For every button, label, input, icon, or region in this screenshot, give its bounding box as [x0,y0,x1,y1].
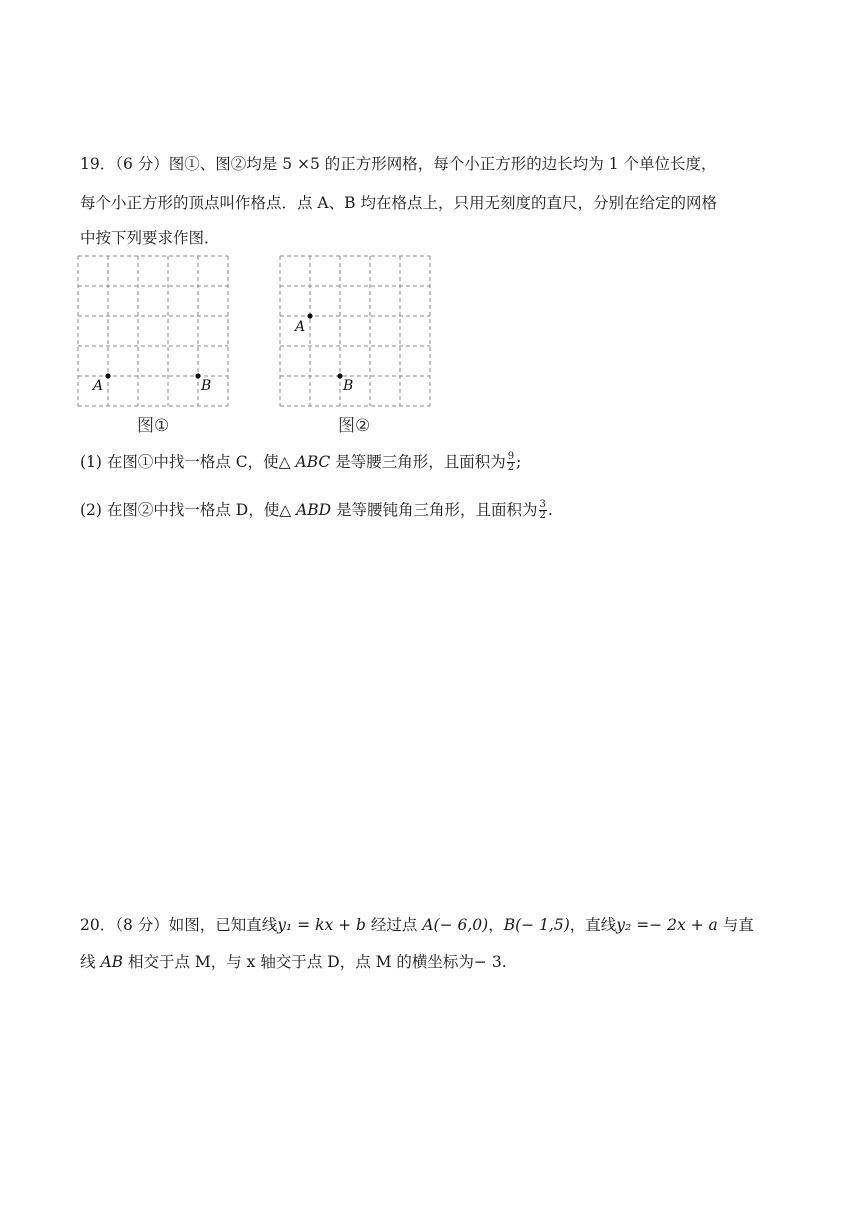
equation-y2: y₂ =− 2x + a [616,916,718,934]
point-b: B(− 1,5) [503,916,570,934]
q19-line-1 [80,154,717,174]
fraction-nine-halves [507,452,515,473]
point-b-dot [195,373,200,378]
q20-line-1 [80,915,754,935]
part-2-middle: 是等腰钝角三角形，且面积为 [331,501,538,519]
q20-line-2-suffix: 相交于点 M，与 x 轴交于点 D，点 M 的横坐标为− 3. [123,953,507,971]
q19-line-2: 每个小正方形的顶点叫作格点．点 A、B 均在格点上，只用无刻度的直尺，分别在给定的网格 [80,194,717,212]
point-a: A(− 6,0) [422,916,489,934]
triangle-abc: ABC [295,453,331,471]
triangle-abd: ABD [296,501,332,519]
grid-figure-1 [70,248,240,418]
fraction-denominator: 2 [539,509,546,521]
part-1-prefix: (1) 在图①中找一格点 C，使△ [80,453,296,471]
point-b-dot [337,373,342,378]
q20-line-1-prefix: 20．（8 分）如图，已知直线 [80,916,278,934]
part-1-middle: 是等腰三角形，且面积为 [330,453,506,471]
grid-figure-2 [272,248,442,418]
q19-part-2 [80,500,553,522]
fraction-numerator: 3 [539,498,546,510]
q19-line-1-prefix: 19．（6 分）图①、图②均是 [80,155,283,173]
point-a-label: A [295,319,306,335]
point-a-dot [105,373,110,378]
part-2-prefix: (2) 在图②中找一格点 D，使△ [80,501,297,519]
figure-2-caption: 图② [338,416,371,436]
point-a-label: A [93,378,104,394]
q19-grid-size: 5 ×5 [282,155,320,173]
point-b-label: B [201,378,212,394]
point-a-dot [307,313,312,318]
q20-line-1-mid-2: ，直线 [569,916,617,934]
fraction-denominator: 2 [507,461,515,473]
part-2-suffix: . [547,501,553,519]
fraction-numerator: 9 [507,450,515,462]
part-1-suffix: ; [516,453,522,471]
grid-points-2 [293,313,353,394]
fraction-three-halves [539,500,547,521]
figure-1-caption: 图① [137,416,170,436]
q20-line-1-suffix: 与直 [717,916,754,934]
q20-line-2-prefix: 线 [80,953,101,971]
q19-line-1-suffix: 的正方形网格，每个小正方形的边长均为 1 个单位长度， [319,155,717,173]
equation-y1: y₁ = kx + b [277,916,366,934]
q20-line-1-mid-1: 经过点 [365,916,423,934]
point-b-label: B [343,378,354,394]
q19-part-1 [80,452,521,474]
line-ab: AB [100,953,124,971]
q20-line-2 [80,952,507,972]
q20-separator: ， [488,916,504,934]
q19-line-3: 中按下列要求作图． [80,229,220,247]
